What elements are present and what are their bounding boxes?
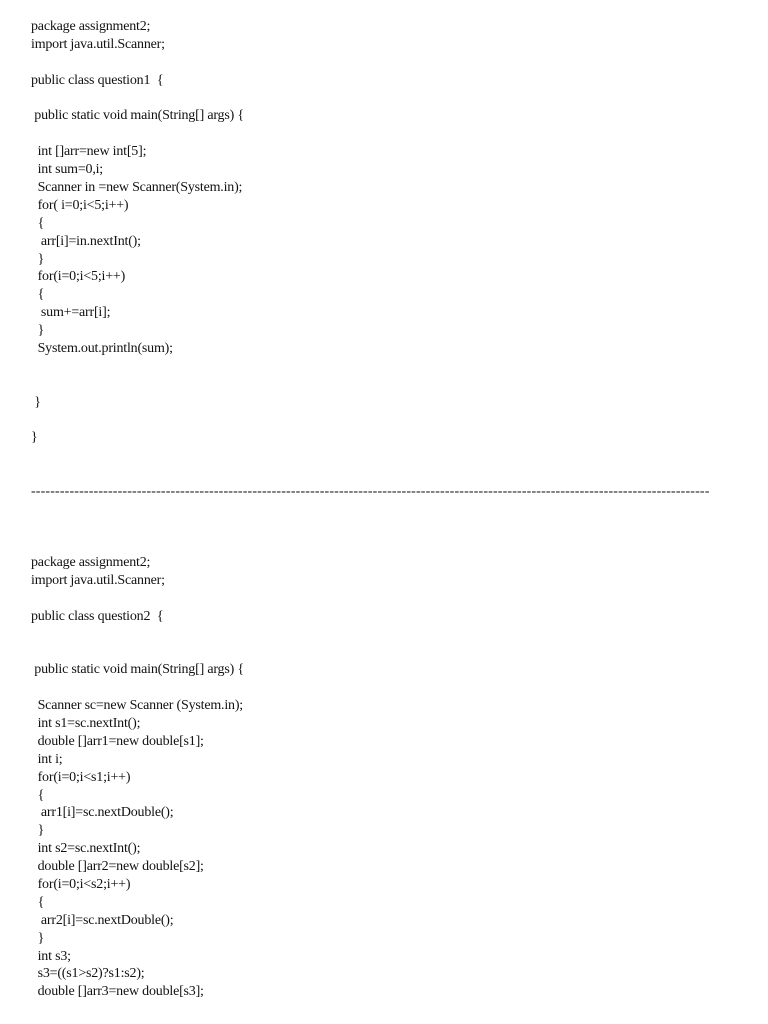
code-line: import java.util.Scanner; <box>31 36 165 52</box>
code-line: } <box>31 430 38 446</box>
code-line <box>31 125 731 143</box>
code-line <box>31 679 731 697</box>
code-line: int i; <box>31 751 63 767</box>
code-line: sum+=arr[i]; <box>31 305 111 321</box>
code-line: } <box>31 394 41 410</box>
code-line: int s2=sc.nextInt(); <box>31 841 141 857</box>
code-line: { <box>31 787 45 803</box>
code-line: { <box>31 287 45 303</box>
code-line: { <box>31 215 45 231</box>
code-line: arr1[i]=sc.nextDouble(); <box>31 805 174 821</box>
code-line: double []arr1=new double[s1]; <box>31 733 204 749</box>
code-line <box>31 590 731 608</box>
code-line: } <box>31 323 45 339</box>
code-line: double []arr2=new double[s2]; <box>31 859 204 875</box>
code-line: package assignment2; <box>31 555 151 570</box>
dashed-separator: --------------------------------------------------------------------------------------------------------------------------------------------- <box>31 484 710 499</box>
code-line: public class question2 { <box>31 608 164 624</box>
code-line: public class question1 { <box>31 72 164 88</box>
code-line: Scanner sc=new Scanner (System.in); <box>31 698 243 714</box>
code-block-question2 <box>31 554 731 1001</box>
code-line: { <box>31 894 45 910</box>
code-line: } <box>31 251 45 267</box>
code-line: for(i=0;i<s1;i++) <box>31 769 131 785</box>
code-line: package assignment2; <box>31 19 151 34</box>
code-line: double []arr3=new double[s3]; <box>31 984 204 1000</box>
code-line: for( i=0;i<5;i++) <box>31 197 129 213</box>
code-line: for(i=0;i<5;i++) <box>31 269 126 285</box>
code-line: arr[i]=in.nextInt(); <box>31 233 141 249</box>
code-line: public static void main(String[] args) { <box>31 662 244 678</box>
code-line <box>31 376 731 394</box>
code-line: int sum=0,i; <box>31 162 103 178</box>
code-line: int []arr=new int[5]; <box>31 144 147 160</box>
code-line: public static void main(String[] args) { <box>31 108 244 124</box>
code-line <box>31 90 731 108</box>
code-line: } <box>31 930 45 946</box>
code-line: import java.util.Scanner; <box>31 572 165 588</box>
code-line: int s3; <box>31 948 71 964</box>
code-line: } <box>31 823 45 839</box>
code-block-question1 <box>31 18 731 447</box>
code-line: int s1=sc.nextInt(); <box>31 716 141 732</box>
code-line <box>31 358 731 376</box>
code-line: System.out.println(sum); <box>31 341 173 357</box>
code-line: for(i=0;i<s2;i++) <box>31 877 131 893</box>
code-line <box>31 54 731 72</box>
code-line <box>31 412 731 430</box>
code-line: Scanner in =new Scanner(System.in); <box>31 180 243 196</box>
code-line: s3=((s1>s2)?s1:s2); <box>31 966 145 982</box>
code-line <box>31 626 731 644</box>
code-line: arr2[i]=sc.nextDouble(); <box>31 912 174 928</box>
code-line <box>31 643 731 661</box>
